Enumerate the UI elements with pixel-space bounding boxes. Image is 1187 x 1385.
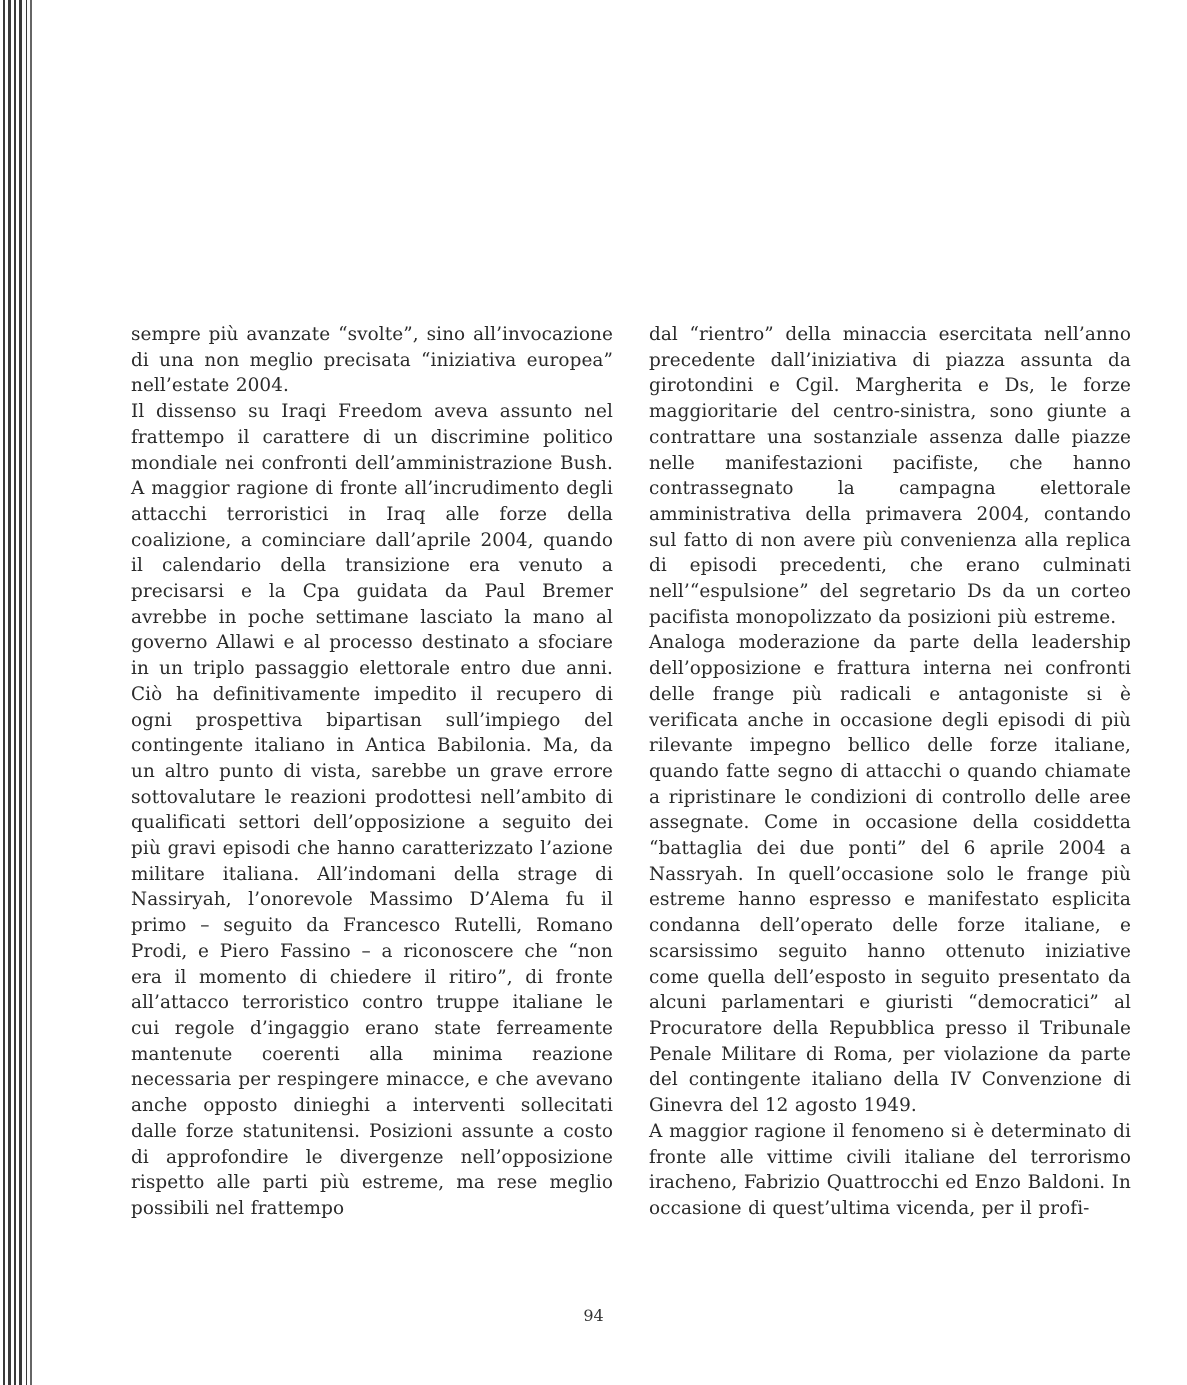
paragraph: Analoga moderazione da parte della leadership dell’opposizione e frattura interna nei confronti delle frange più radicali e antagoniste si è verificata anche in occasione degli episodi di più rilevante impegno bellico delle forze italiane, quando fatte segno di attacchi o quando chiamate a ripristinare le condizioni di controllo delle aree assegnate. Come in occasione della cosiddetta “battaglia dei due ponti” del 6 aprile 2004 a Nassryah. In quell’occasione solo le frange più estreme hanno espresso e manifestato esplicita condanna dell’operato delle forze italiane, e scarsissimo seguito hanno ottenuto iniziative come quella dell’esposto in seguito presentato da alcuni parlamentari e giuristi “democratici” al Procuratore della Repubblica presso il Tribunale Penale Militare di Roma, per violazione da parte del contingente italiano della IV Convenzione di Ginevra del 12 agosto 1949. [649,632,1131,1117]
book-binding-edge [0,0,40,1385]
paragraph: Il dissenso su Iraqi Freedom aveva assunto nel frattempo il carattere di un discrimine politico mondiale nei confronti dell’amministrazione Bush. A maggior ragione di fronte all’incrudimento degli attacchi terroristici in Iraq alle forze della coalizione, a cominciare dall’aprile 2004, quando il calendario della transizione era venuto a precisarsi e la Cpa guidata da Paul Bremer avrebbe in poche settimane lasciato la mano al governo Allawi e al processo destinato a sfociare in un triplo passaggio elettorale entro due anni. Ciò ha definitivamente impedito il recupero di ogni prospettiva bipartisan sull’impiego del contingente italiano in Antica Babilonia. Ma, da un altro punto di vista, sarebbe un grave errore sottovalutare le reazioni prodottesi nell’ambito di qualificati settori dell’opposizione a seguito dei più gravi episodi che hanno caratterizzato l’azione militare italiana. All’indomani della strage di Nassiryah, l’onorevole Massimo D’Alema fu il primo – seguito da Francesco Rutelli, Romano Prodi, e Piero Fassino – a riconoscere che “non era il momento di chiedere il ritiro”, di fronte all’attacco terroristico contro truppe italiane le cui regole d’ingaggio erano state ferreamente mantenute coerenti alla minima reazione necessaria per respingere minacce, e che avevano anche opposto dinieghi a interventi sollecitati dalle forze statunitensi. Posizioni assunte a costo di approfondire le divergenze nell’opposizione rispetto alle parti più estreme, ma rese meglio possibili nel frattempo [131,401,613,1219]
page-number: 94 [583,1306,604,1325]
right-text-column [649,322,1131,1222]
paragraph: dal “rientro” della minaccia esercitata nell’anno precedente dall’iniziativa di piazza assunta da girotondini e Cgil. Margherita e Ds, le forze maggioritarie del centro-sinistra, sono giunte a contrattare una sostanziale assenza dalle piazze nelle manifestazioni pacifiste, che hanno contrassegnato la campagna elettorale amministrativa della primavera 2004, contando sul fatto di non avere più convenienza alla replica di episodi precedenti, che erano culminati nell’“espulsione” del segretario Ds da un corteo pacifista monopolizzato da posizioni più estreme. [649,324,1131,628]
paragraph: sempre più avanzate “svolte”, sino all’invocazione di una non meglio precisata “iniziativa europea” nell’estate 2004. [131,324,613,397]
paragraph: A maggior ragione il fenomeno si è determinato di fronte alle vittime civili italiane del terrorismo iracheno, Fabrizio Quattrocchi ed Enzo Baldoni. In occasione di quest’ultima vicenda, per il profi- [649,1120,1131,1219]
left-text-column [131,322,613,1222]
